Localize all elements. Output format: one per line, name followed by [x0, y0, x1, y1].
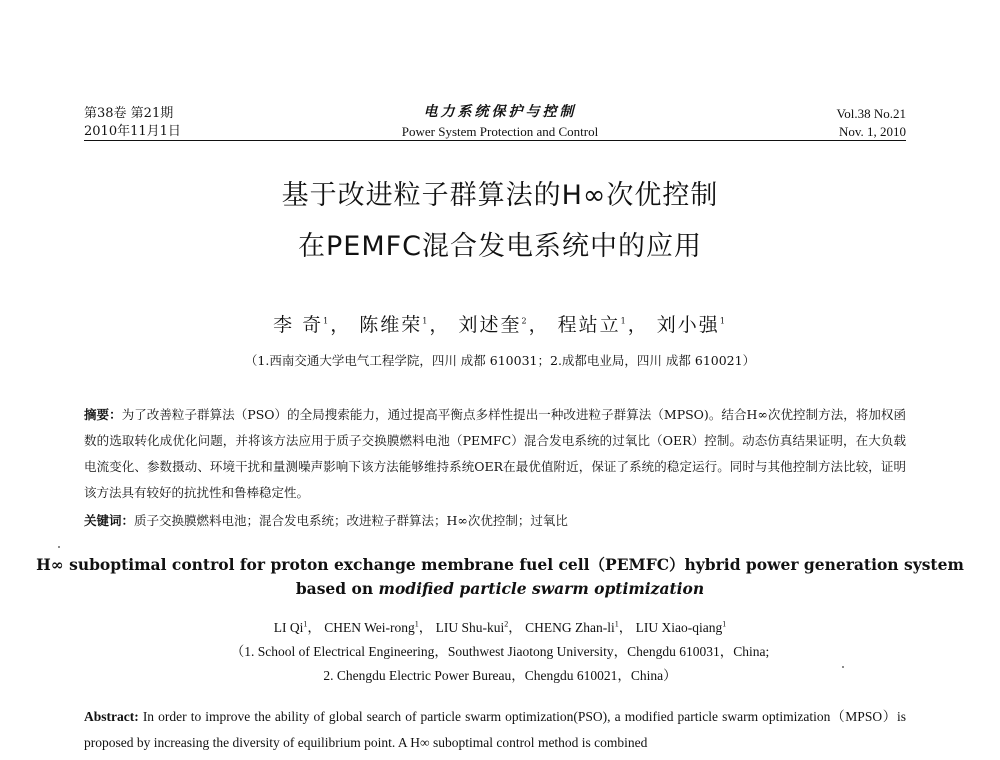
author-separator: ，: [330, 314, 352, 336]
title-en-line2-prefix: based on: [295, 579, 379, 598]
author-en-affil: 1: [303, 619, 308, 629]
header-rule: [84, 140, 906, 141]
journal-name-en: Power System Protection and Control: [401, 124, 599, 139]
date-cn: 2010年11月1日: [84, 124, 181, 139]
journal-name-cn: 电力系统保护与控制: [423, 104, 577, 120]
author-separator: ，: [508, 620, 522, 635]
affiliation-en-line2: 2. Chengdu Electric Power Bureau，Chengdu 610021，China）: [323, 668, 677, 683]
title-en-line2: [0, 577, 1000, 601]
author-separator: ，: [528, 314, 550, 336]
keywords-cn-label: 关键词：: [84, 513, 135, 528]
author-cn: 陈维荣: [359, 314, 423, 336]
authors-en: [0, 616, 1000, 640]
abstract-cn-text: 为了改善粒子群算法（PSO）的全局搜索能力，通过提高平衡点多样性提出一种改进粒子群算法（MPSO)。结合H∞次优控制方法，将加权函数的选取转化成优化问题，并将该方法应用于质子交换膜燃料电池（PEMFC）混合发电系统的过氧比（OER）控制。动态仿真结果证明，在大负载电流变化、参数摄动、环境干扰和量测噪声影响下该方法能够维持系统OER在最优值附近，保证了系统的稳定运行。同时与其他控制方法比较，证明该方法具有较好的抗扰性和鲁棒稳定性。: [84, 407, 906, 500]
date-en: Nov. 1, 2010: [838, 124, 906, 139]
keywords-cn-text: 质子交换膜燃料电池；混合发电系统；改进粒子群算法；H∞次优控制；过氧比: [134, 513, 568, 528]
author-cn: 李 奇: [273, 314, 324, 336]
abstract-en-label: Abstract:: [84, 709, 139, 724]
author-en-affil: 1: [414, 619, 419, 629]
author-cn-affil: 1: [323, 316, 331, 326]
author-separator: ，: [307, 620, 321, 635]
author-en: LIU Xiao-qiang: [635, 620, 723, 635]
author-separator: ，: [618, 620, 633, 635]
abstract-cn-label: 摘要：: [84, 407, 122, 422]
author-separator: ，: [418, 620, 433, 635]
author-cn-affil: 1: [719, 316, 727, 326]
author-cn: 刘小强: [656, 314, 720, 336]
author-separator: ，: [627, 314, 649, 336]
title-cn-line1: 基于改进粒子群算法的H∞次优控制: [281, 180, 719, 211]
abstract-en-text: In order to improve the ability of global search of particle swarm optimization(PSO), a modified particle swarm optimization（MPSO）is proposed by increasing the diversity of equilibrium point. A H∞ suboptimal control method is combined: [84, 709, 906, 750]
abstract-cn: [84, 402, 906, 506]
author-en: CHENG Zhan-li: [525, 620, 615, 635]
volume-issue-en: Vol.38 No.21: [836, 106, 906, 121]
affiliation-en-line1: （1. School of Electrical Engineering，Southwest Jiaotong University，Chengdu 610031，China;: [230, 644, 770, 659]
title-cn-line2: 在PEMFC混合发电系统中的应用: [297, 231, 703, 262]
author-en-affil: 1: [722, 619, 727, 629]
scan-speck: [58, 546, 60, 548]
author-cn: 程站立: [557, 314, 621, 336]
author-separator: ，: [429, 314, 451, 336]
author-en: LI Qi: [273, 620, 304, 635]
title-en-line2-italic: modified particle swarm optimization: [378, 579, 705, 598]
author-cn: 刘述奎: [458, 314, 522, 336]
authors-cn: [0, 312, 1000, 338]
author-cn-affil: 2: [521, 316, 529, 326]
keywords-cn: [84, 508, 906, 534]
title-en-line1: H∞ suboptimal control for proton exchange membrane fuel cell（PEMFC）hybrid power generation system: [36, 555, 964, 574]
author-en-affil: 2: [504, 619, 509, 629]
scan-speck: [842, 666, 844, 668]
author-cn-affil: 1: [620, 316, 628, 326]
abstract-en: [84, 704, 906, 756]
author-cn-affil: 1: [422, 316, 430, 326]
volume-issue-cn: 第38卷 第21期: [84, 106, 174, 121]
author-en: LIU Shu-kui: [435, 620, 505, 635]
affiliation-cn: （1.西南交通大学电气工程学院，四川 成都 610031；2.成都电业局，四川 成都 610021）: [244, 353, 756, 368]
author-en-affil: 1: [614, 619, 619, 629]
author-en: CHEN Wei-rong: [324, 620, 415, 635]
